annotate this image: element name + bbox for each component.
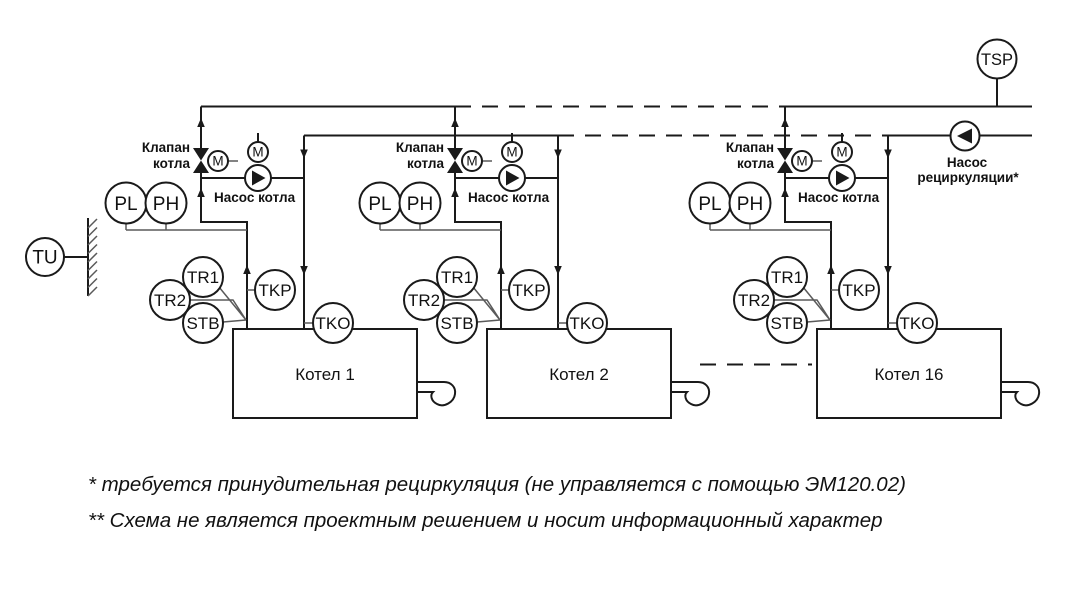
boiler-section-16: [690, 107, 1040, 419]
burner-icon: [671, 382, 709, 405]
sensor-label-stb: STB: [186, 314, 220, 333]
sensor-label-tr1: TR1: [186, 268, 220, 287]
valve-label-line1: Клапан: [395, 140, 444, 155]
valve-label-line2: котла: [152, 156, 190, 171]
footnote-2: ** Схема не является проектным решением и носит информационный характер: [88, 509, 883, 532]
sensor-label-ph: PH: [736, 194, 764, 215]
sensor-label-tr2: TR2: [737, 291, 771, 310]
sensor-label-pl: PL: [698, 194, 722, 215]
burner-icon: [417, 382, 455, 405]
pump-label: Насос котла: [798, 190, 880, 205]
sensor-label-tkp: TKP: [512, 281, 546, 300]
valve-label-line1: Клапан: [725, 140, 774, 155]
sensor-label-tr1: TR1: [770, 268, 804, 287]
sensor-label-tko: TKO: [899, 314, 935, 333]
valve-label-line2: котла: [406, 156, 444, 171]
boiler-valve-icon: [447, 148, 463, 173]
sensor-label-ph: PH: [406, 194, 434, 215]
sensor-label-tr2: TR2: [407, 291, 441, 310]
recirc-pump-label-line2: рециркуляции*: [917, 170, 1019, 185]
pump-motor-label: M: [506, 144, 518, 160]
sensor-label-stb: STB: [440, 314, 474, 333]
boiler-name: Котел 16: [874, 365, 944, 384]
sensor-label-tkp: TKP: [258, 281, 292, 300]
pump-label: Насос котла: [214, 190, 296, 205]
sensor-label-tsp: TSP: [980, 51, 1014, 69]
valve-motor-label: M: [212, 153, 224, 169]
sensor-label-tkp: TKP: [842, 281, 876, 300]
sensor-label-pl: PL: [114, 194, 138, 215]
valve-motor-label: M: [466, 153, 478, 169]
pump-motor-label: M: [252, 144, 264, 160]
sensor-label-stb: STB: [770, 314, 804, 333]
footnote-1: * требуется принудительная рециркуляция (не управляется с помощью ЭМ120.02): [88, 473, 906, 496]
boiler-valve-icon: [777, 148, 793, 173]
pump-label: Насос котла: [468, 190, 550, 205]
sensor-label-pl: PL: [368, 194, 392, 215]
sensor-label-tr1: TR1: [440, 268, 474, 287]
boiler-name: Котел 1: [295, 365, 355, 384]
boiler-name: Котел 2: [549, 365, 609, 384]
wall-hatching: [88, 219, 97, 296]
sensor-label-tr2: TR2: [153, 291, 187, 310]
sensor-label-ph: PH: [152, 194, 180, 215]
valve-label-line1: Клапан: [141, 140, 190, 155]
sensor-label-tko: TKO: [569, 314, 605, 333]
sensor-label-tu: TU: [32, 247, 58, 269]
sensor-label-tko: TKO: [315, 314, 351, 333]
valve-motor-label: M: [796, 153, 808, 169]
recirc-pump-label-line1: Насос: [946, 155, 988, 170]
pump-motor-label: M: [836, 144, 848, 160]
boiler-valve-icon: [193, 148, 209, 173]
burner-icon: [1001, 382, 1039, 405]
valve-label-line2: котла: [736, 156, 774, 171]
